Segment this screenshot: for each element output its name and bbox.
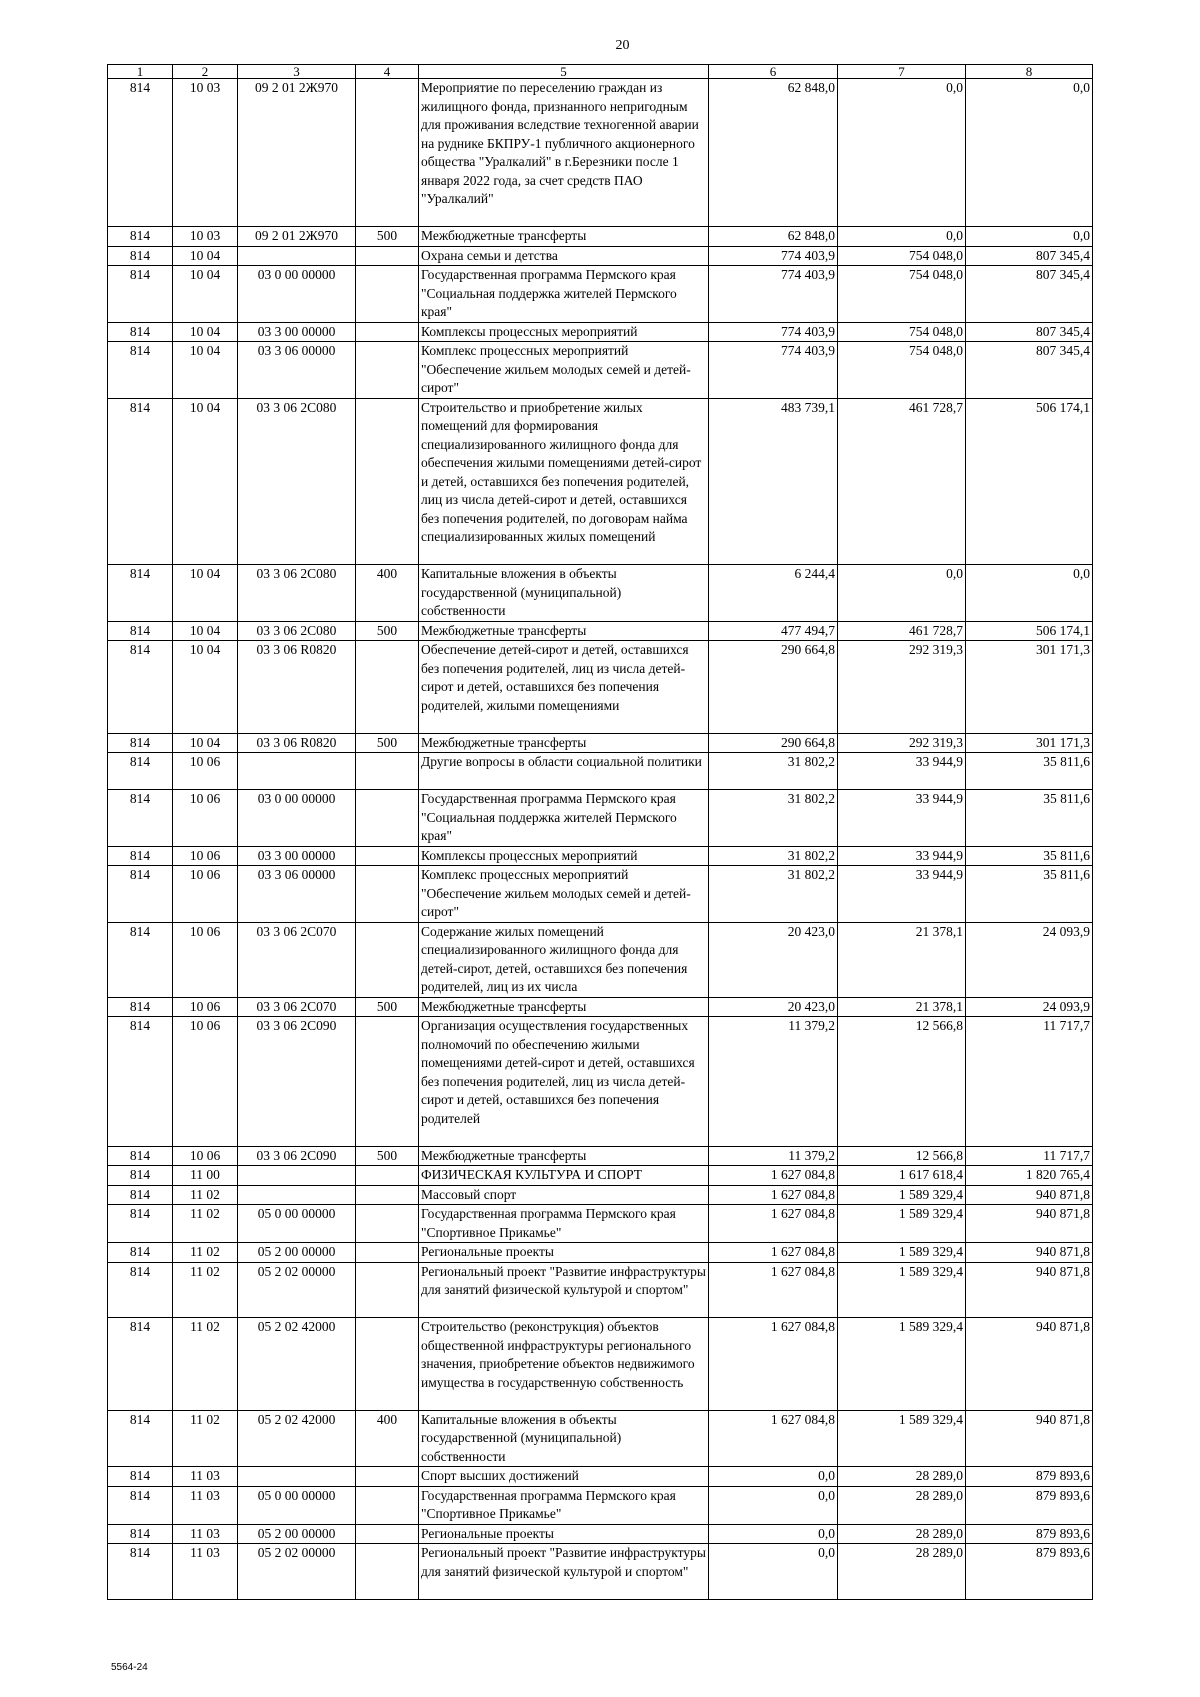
amount-year1-cell: 0,0 [709,1467,838,1487]
table-row [108,790,1093,847]
description-cell: Государственная программа Пермского края "Социальная поддержка жителей Пермского края" [419,266,709,323]
expense-type-cell [356,342,419,399]
amount-year2-cell: 33 944,9 [838,790,966,847]
ministry-code-cell: 814 [108,866,173,923]
amount-year2-cell: 33 944,9 [838,846,966,866]
amount-year3-cell: 0,0 [966,565,1093,622]
amount-year1-cell: 1 627 084,8 [709,1205,838,1243]
amount-year3-cell: 879 893,6 [966,1544,1093,1600]
column-header: 6 [709,65,838,79]
amount-year3-cell: 940 871,8 [966,1185,1093,1205]
amount-year1-cell: 774 403,9 [709,342,838,399]
expense-type-cell [356,246,419,266]
amount-year1-cell: 20 423,0 [709,922,838,997]
expense-type-cell [356,846,419,866]
expense-type-cell [356,753,419,790]
target-article-cell [238,1467,356,1487]
amount-year2-cell: 28 289,0 [838,1544,966,1600]
amount-year1-cell: 290 664,8 [709,641,838,734]
description-cell: Региональный проект "Развитие инфраструктуры для занятий физической культурой и спортом" [419,1544,709,1600]
expense-type-cell: 500 [356,997,419,1017]
amount-year2-cell: 28 289,0 [838,1524,966,1544]
description-cell: Спорт высших достижений [419,1467,709,1487]
amount-year1-cell: 774 403,9 [709,322,838,342]
target-article-cell: 03 0 00 00000 [238,266,356,323]
amount-year2-cell: 292 319,3 [838,733,966,753]
target-article-cell [238,753,356,790]
section-code-cell: 11 03 [173,1544,238,1600]
table-row [108,997,1093,1017]
table-row [108,1544,1093,1600]
description-cell: Строительство и приобретение жилых помещений для формирования специализированного жилищного фонда для обеспечения жилыми помещениями детей-сирот и детей, оставшихся без попечения родителей, лиц из числа детей-сирот и детей, оставшихся без попечения родителей, по договорам найма специализированных жилых помещений [419,398,709,565]
ministry-code-cell: 814 [108,246,173,266]
table-row [108,1205,1093,1243]
amount-year3-cell: 35 811,6 [966,790,1093,847]
target-article-cell: 03 3 06 2С080 [238,565,356,622]
amount-year2-cell: 0,0 [838,227,966,247]
description-cell: ФИЗИЧЕСКАЯ КУЛЬТУРА И СПОРТ [419,1166,709,1186]
amount-year2-cell: 0,0 [838,79,966,227]
amount-year2-cell: 754 048,0 [838,342,966,399]
amount-year2-cell: 754 048,0 [838,266,966,323]
section-code-cell: 10 06 [173,846,238,866]
amount-year3-cell: 24 093,9 [966,922,1093,997]
ministry-code-cell: 814 [108,1467,173,1487]
table-row [108,733,1093,753]
section-code-cell: 10 04 [173,565,238,622]
target-article-cell: 03 3 00 00000 [238,846,356,866]
amount-year1-cell: 11 379,2 [709,1017,838,1147]
amount-year2-cell: 33 944,9 [838,866,966,923]
amount-year1-cell: 477 494,7 [709,621,838,641]
expense-type-cell: 400 [356,1410,419,1467]
amount-year2-cell: 1 589 329,4 [838,1243,966,1263]
table-row [108,322,1093,342]
ministry-code-cell: 814 [108,1410,173,1467]
description-cell: Мероприятие по переселению граждан из жилищного фонда, признанного непригодным для проживания вследствие техногенной аварии на руднике БКПРУ-1 публичного акционерного общества "Уралкалий" в г.Березники после 1 января 2022 года, за счет средств ПАО "Уралкалий" [419,79,709,227]
amount-year1-cell: 11 379,2 [709,1146,838,1166]
amount-year1-cell: 774 403,9 [709,246,838,266]
ministry-code-cell: 814 [108,790,173,847]
amount-year2-cell: 1 589 329,4 [838,1318,966,1411]
expense-type-cell [356,1318,419,1411]
expense-type-cell: 500 [356,1146,419,1166]
section-code-cell: 11 03 [173,1467,238,1487]
amount-year3-cell: 0,0 [966,227,1093,247]
amount-year1-cell: 31 802,2 [709,790,838,847]
target-article-cell [238,1185,356,1205]
column-header: 8 [966,65,1093,79]
section-code-cell: 10 04 [173,322,238,342]
table-row [108,641,1093,734]
column-header: 3 [238,65,356,79]
section-code-cell: 11 02 [173,1410,238,1467]
amount-year1-cell: 1 627 084,8 [709,1185,838,1205]
table-row [108,1524,1093,1544]
table-row [108,1017,1093,1147]
table-row [108,342,1093,399]
description-cell: Государственная программа Пермского края "Социальная поддержка жителей Пермского края" [419,790,709,847]
expense-type-cell [356,79,419,227]
amount-year3-cell: 35 811,6 [966,753,1093,790]
description-cell: Охрана семьи и детства [419,246,709,266]
amount-year3-cell: 940 871,8 [966,1410,1093,1467]
table-body [108,79,1093,1600]
ministry-code-cell: 814 [108,1544,173,1600]
amount-year1-cell: 0,0 [709,1486,838,1524]
ministry-code-cell: 814 [108,733,173,753]
target-article-cell: 03 3 06 2С090 [238,1017,356,1147]
amount-year3-cell: 1 820 765,4 [966,1166,1093,1186]
amount-year1-cell: 31 802,2 [709,753,838,790]
amount-year1-cell: 1 627 084,8 [709,1262,838,1318]
amount-year1-cell: 1 627 084,8 [709,1243,838,1263]
amount-year3-cell: 506 174,1 [966,621,1093,641]
amount-year1-cell: 1 627 084,8 [709,1318,838,1411]
amount-year2-cell: 461 728,7 [838,621,966,641]
target-article-cell: 05 0 00 00000 [238,1486,356,1524]
target-article-cell [238,1166,356,1186]
table-row [108,398,1093,565]
ministry-code-cell: 814 [108,1243,173,1263]
table-row [108,1166,1093,1186]
ministry-code-cell: 814 [108,1185,173,1205]
amount-year3-cell: 807 345,4 [966,246,1093,266]
description-cell: Межбюджетные трансферты [419,621,709,641]
amount-year3-cell: 940 871,8 [966,1318,1093,1411]
target-article-cell: 03 3 06 00000 [238,866,356,923]
target-article-cell: 05 2 00 00000 [238,1243,356,1263]
section-code-cell: 10 04 [173,641,238,734]
expense-type-cell [356,1166,419,1186]
table-row [108,1318,1093,1411]
amount-year2-cell: 292 319,3 [838,641,966,734]
amount-year3-cell: 879 893,6 [966,1467,1093,1487]
column-header: 7 [838,65,966,79]
table-row [108,1262,1093,1318]
target-article-cell: 03 0 00 00000 [238,790,356,847]
target-article-cell [238,246,356,266]
table-row [108,621,1093,641]
expense-type-cell [356,322,419,342]
expense-type-cell [356,1262,419,1318]
section-code-cell: 11 02 [173,1243,238,1263]
description-cell: Комплекс процессных мероприятий "Обеспечение жильем молодых семей и детей-сирот" [419,342,709,399]
target-article-cell: 03 3 06 2С080 [238,621,356,641]
table-row [108,565,1093,622]
section-code-cell: 11 02 [173,1205,238,1243]
ministry-code-cell: 814 [108,922,173,997]
table-row [108,1243,1093,1263]
amount-year1-cell: 62 848,0 [709,79,838,227]
table-row [108,922,1093,997]
amount-year3-cell: 11 717,7 [966,1017,1093,1147]
section-code-cell: 10 06 [173,1017,238,1147]
column-header: 5 [419,65,709,79]
amount-year1-cell: 62 848,0 [709,227,838,247]
description-cell: Комплексы процессных мероприятий [419,846,709,866]
amount-year1-cell: 20 423,0 [709,997,838,1017]
target-article-cell: 05 2 02 42000 [238,1318,356,1411]
amount-year3-cell: 807 345,4 [966,322,1093,342]
section-code-cell: 11 03 [173,1524,238,1544]
description-cell: Межбюджетные трансферты [419,1146,709,1166]
amount-year1-cell: 0,0 [709,1524,838,1544]
ministry-code-cell: 814 [108,1524,173,1544]
amount-year2-cell: 754 048,0 [838,246,966,266]
table-row [108,846,1093,866]
amount-year2-cell: 12 566,8 [838,1017,966,1147]
amount-year1-cell: 0,0 [709,1544,838,1600]
target-article-cell: 03 3 06 2С090 [238,1146,356,1166]
section-code-cell: 10 04 [173,246,238,266]
table-row [108,1467,1093,1487]
section-code-cell: 10 03 [173,79,238,227]
target-article-cell: 05 2 02 42000 [238,1410,356,1467]
amount-year2-cell: 1 589 329,4 [838,1410,966,1467]
table-row [108,246,1093,266]
amount-year3-cell: 11 717,7 [966,1146,1093,1166]
target-article-cell: 05 2 00 00000 [238,1524,356,1544]
target-article-cell: 03 3 06 2С070 [238,922,356,997]
section-code-cell: 10 06 [173,753,238,790]
amount-year2-cell: 1 589 329,4 [838,1262,966,1318]
expense-type-cell [356,922,419,997]
amount-year1-cell: 1 627 084,8 [709,1166,838,1186]
expense-type-cell [356,1205,419,1243]
amount-year3-cell: 301 171,3 [966,733,1093,753]
section-code-cell: 10 06 [173,790,238,847]
ministry-code-cell: 814 [108,1146,173,1166]
amount-year1-cell: 483 739,1 [709,398,838,565]
section-code-cell: 10 04 [173,342,238,399]
expense-type-cell [356,1017,419,1147]
amount-year1-cell: 31 802,2 [709,846,838,866]
amount-year3-cell: 807 345,4 [966,266,1093,323]
page-number: 20 [615,38,630,53]
table-row [108,753,1093,790]
document-code: 5564-24 [111,1662,148,1673]
amount-year1-cell: 31 802,2 [709,866,838,923]
target-article-cell: 03 3 00 00000 [238,322,356,342]
amount-year3-cell: 940 871,8 [966,1205,1093,1243]
expense-type-cell [356,398,419,565]
description-cell: Массовый спорт [419,1185,709,1205]
amount-year2-cell: 1 617 618,4 [838,1166,966,1186]
ministry-code-cell: 814 [108,79,173,227]
section-code-cell: 10 06 [173,997,238,1017]
target-article-cell: 03 3 06 00000 [238,342,356,399]
ministry-code-cell: 814 [108,1486,173,1524]
amount-year1-cell: 6 244,4 [709,565,838,622]
column-header: 2 [173,65,238,79]
target-article-cell: 03 3 06 R0820 [238,641,356,734]
target-article-cell: 03 3 06 2С080 [238,398,356,565]
target-article-cell: 03 3 06 2С070 [238,997,356,1017]
expense-type-cell [356,641,419,734]
amount-year3-cell: 506 174,1 [966,398,1093,565]
amount-year1-cell: 1 627 084,8 [709,1410,838,1467]
description-cell: Межбюджетные трансферты [419,227,709,247]
expense-type-cell [356,266,419,323]
description-cell: Содержание жилых помещений специализированного жилищного фонда для детей-сирот, детей, оставшихся без попечения родителей, лиц из их числа [419,922,709,997]
amount-year2-cell: 461 728,7 [838,398,966,565]
amount-year2-cell: 21 378,1 [838,997,966,1017]
description-cell: Межбюджетные трансферты [419,997,709,1017]
description-cell: Региональные проекты [419,1243,709,1263]
amount-year1-cell: 290 664,8 [709,733,838,753]
ministry-code-cell: 814 [108,1205,173,1243]
expense-type-cell [356,790,419,847]
expense-type-cell: 500 [356,621,419,641]
expense-type-cell [356,1486,419,1524]
description-cell: Организация осуществления государственных полномочий по обеспечению жилыми помещениями детей-сирот и детей, оставшихся без попечения родителей, лиц из числа детей-сирот и детей, оставшихся без попечения родителей [419,1017,709,1147]
expense-type-cell [356,866,419,923]
expense-type-cell [356,1185,419,1205]
table-row [108,1486,1093,1524]
description-cell: Строительство (реконструкция) объектов общественной инфраструктуры регионального значения, приобретение объектов недвижимого имущества в государственную собственность [419,1318,709,1411]
expense-type-cell [356,1544,419,1600]
amount-year3-cell: 24 093,9 [966,997,1093,1017]
target-article-cell: 09 2 01 2Ж970 [238,79,356,227]
table-row [108,79,1093,227]
description-cell: Региональный проект "Развитие инфраструктуры для занятий физической культурой и спортом" [419,1262,709,1318]
description-cell: Капитальные вложения в объекты государственной (муниципальной) собственности [419,565,709,622]
ministry-code-cell: 814 [108,1318,173,1411]
description-cell: Государственная программа Пермского края "Спортивное Прикамье" [419,1205,709,1243]
amount-year2-cell: 33 944,9 [838,753,966,790]
column-header: 1 [108,65,173,79]
section-code-cell: 11 02 [173,1318,238,1411]
amount-year2-cell: 21 378,1 [838,922,966,997]
ministry-code-cell: 814 [108,1166,173,1186]
amount-year3-cell: 879 893,6 [966,1524,1093,1544]
section-code-cell: 10 06 [173,922,238,997]
section-code-cell: 10 06 [173,866,238,923]
target-article-cell: 09 2 01 2Ж970 [238,227,356,247]
amount-year2-cell: 1 589 329,4 [838,1185,966,1205]
description-cell: Комплексы процессных мероприятий [419,322,709,342]
target-article-cell: 05 0 00 00000 [238,1205,356,1243]
amount-year2-cell: 0,0 [838,565,966,622]
budget-table [107,64,1093,1600]
amount-year2-cell: 1 589 329,4 [838,1205,966,1243]
column-header: 4 [356,65,419,79]
section-code-cell: 11 00 [173,1166,238,1186]
table-row [108,866,1093,923]
description-cell: Обеспечение детей-сирот и детей, оставшихся без попечения родителей, лиц из числа детей-сирот и детей, оставшихся без попечения родителей, жилыми помещениями [419,641,709,734]
ministry-code-cell: 814 [108,227,173,247]
description-cell: Региональные проекты [419,1524,709,1544]
ministry-code-cell: 814 [108,997,173,1017]
amount-year3-cell: 301 171,3 [966,641,1093,734]
ministry-code-cell: 814 [108,846,173,866]
amount-year3-cell: 35 811,6 [966,846,1093,866]
amount-year3-cell: 0,0 [966,79,1093,227]
description-cell: Государственная программа Пермского края "Спортивное Прикамье" [419,1486,709,1524]
amount-year2-cell: 12 566,8 [838,1146,966,1166]
amount-year2-cell: 28 289,0 [838,1467,966,1487]
ministry-code-cell: 814 [108,398,173,565]
expense-type-cell [356,1243,419,1263]
table-row [108,1146,1093,1166]
ministry-code-cell: 814 [108,753,173,790]
amount-year3-cell: 940 871,8 [966,1243,1093,1263]
section-code-cell: 10 04 [173,266,238,323]
section-code-cell: 11 02 [173,1185,238,1205]
section-code-cell: 10 06 [173,1146,238,1166]
expense-type-cell [356,1467,419,1487]
amount-year3-cell: 807 345,4 [966,342,1093,399]
section-code-cell: 10 04 [173,621,238,641]
description-cell: Другие вопросы в области социальной политики [419,753,709,790]
expense-type-cell: 400 [356,565,419,622]
amount-year2-cell: 28 289,0 [838,1486,966,1524]
ministry-code-cell: 814 [108,322,173,342]
description-cell: Межбюджетные трансферты [419,733,709,753]
description-cell: Комплекс процессных мероприятий "Обеспечение жильем молодых семей и детей-сирот" [419,866,709,923]
amount-year1-cell: 774 403,9 [709,266,838,323]
amount-year3-cell: 879 893,6 [966,1486,1093,1524]
amount-year2-cell: 754 048,0 [838,322,966,342]
table-row [108,266,1093,323]
amount-year3-cell: 940 871,8 [966,1262,1093,1318]
ministry-code-cell: 814 [108,641,173,734]
expense-type-cell: 500 [356,227,419,247]
ministry-code-cell: 814 [108,266,173,323]
table-row [108,227,1093,247]
section-code-cell: 10 04 [173,733,238,753]
ministry-code-cell: 814 [108,621,173,641]
table-row [108,1410,1093,1467]
target-article-cell: 05 2 02 00000 [238,1262,356,1318]
ministry-code-cell: 814 [108,1262,173,1318]
section-code-cell: 11 02 [173,1262,238,1318]
target-article-cell: 03 3 06 R0820 [238,733,356,753]
expense-type-cell: 500 [356,733,419,753]
table-row [108,1185,1093,1205]
ministry-code-cell: 814 [108,342,173,399]
amount-year3-cell: 35 811,6 [966,866,1093,923]
section-code-cell: 11 03 [173,1486,238,1524]
target-article-cell: 05 2 02 00000 [238,1544,356,1600]
ministry-code-cell: 814 [108,565,173,622]
description-cell: Капитальные вложения в объекты государственной (муниципальной) собственности [419,1410,709,1467]
expense-type-cell [356,1524,419,1544]
section-code-cell: 10 03 [173,227,238,247]
ministry-code-cell: 814 [108,1017,173,1147]
section-code-cell: 10 04 [173,398,238,565]
table-header-row [108,65,1093,79]
